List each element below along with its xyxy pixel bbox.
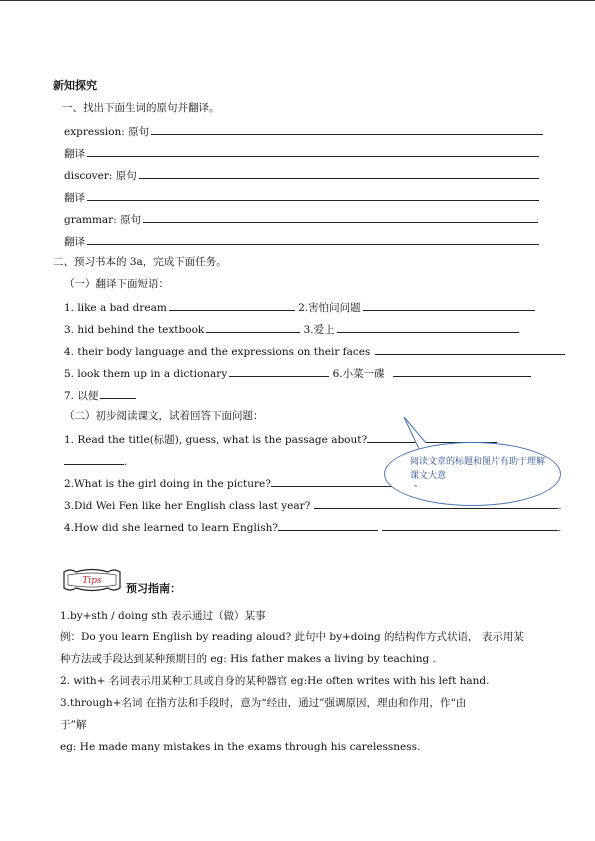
answer-blank[interactable]	[278, 519, 378, 531]
phrase-blank[interactable]	[100, 387, 136, 399]
answer-blank[interactable]	[64, 453, 124, 465]
guide-line: 2. with+ 名词表示用某种工具或自身的某种器官 eg:He often writes with his left hand.	[60, 675, 490, 687]
section-heading: 新知探究	[53, 79, 97, 92]
expression-blank[interactable]	[151, 123, 543, 135]
question-end: .	[558, 500, 562, 512]
section2-title: 二、预习书本的 3a，完成下面任务。	[53, 256, 227, 268]
guide-line: 3.through+名词 在指方法和手段时，意为“经由，通过”强调原因，理由和作用，作“由	[60, 697, 467, 709]
guide-line: 种方法或手段达到某种预期目的 eg: His father makes a living by teaching .	[60, 653, 436, 665]
answer-blank[interactable]	[382, 519, 558, 531]
question-1-continued	[64, 453, 127, 469]
question-text: 2.What is the girl doing in the picture?	[64, 478, 271, 490]
grammar-blank[interactable]	[143, 211, 538, 223]
guide-line: eg: He made many mistakes in the exams through his carelessness.	[60, 741, 421, 753]
grammar-label: grammar: 原句	[64, 214, 142, 226]
phrase-blank[interactable]	[206, 321, 300, 333]
phrase-item: 1. like a bad dream	[64, 302, 167, 314]
question-text: 1. Read the title(标题), guess, what is the passage about?	[64, 434, 368, 446]
translation-blank[interactable]	[87, 233, 539, 245]
callout-mini-mark: ʷ	[414, 484, 418, 491]
question-end: .	[124, 456, 128, 468]
question-4	[64, 519, 561, 535]
expression-label: expression: 原句	[64, 126, 150, 138]
phrase-row	[64, 321, 519, 337]
phrase-blank[interactable]	[393, 365, 531, 377]
expression-translation-row	[64, 145, 539, 161]
guide-title: 预习指南：	[126, 582, 181, 595]
guide-line: 于”解	[60, 719, 87, 731]
grammar-translation-row	[64, 233, 539, 249]
question-2	[64, 475, 406, 491]
translation-label: 翻译	[64, 148, 85, 160]
phrase-row	[64, 299, 535, 315]
phrase-item: 7. 以便	[64, 390, 99, 402]
expression-row	[64, 123, 543, 139]
phrase-blank[interactable]	[363, 299, 535, 311]
phrase-blank[interactable]	[337, 321, 519, 333]
top-border	[0, 0, 595, 1]
discover-translation-row	[64, 189, 539, 205]
tips-badge-icon	[60, 566, 124, 594]
question-text: 3.Did Wei Fen like her English class last year?	[64, 500, 311, 512]
guide-line: 例：Do you learn English by reading aloud? 此句中 by+doing 的结构作方式状语， 表示用某	[60, 631, 524, 643]
translation-blank[interactable]	[87, 189, 539, 201]
translation-label: 翻译	[64, 236, 85, 248]
phrase-item: 3. hid behind the textbook	[64, 324, 205, 336]
phrase-row	[64, 365, 531, 381]
question-text: 4.How did she learned to learn English?	[64, 522, 279, 534]
phrase-blank[interactable]	[229, 365, 329, 377]
phrase-item: 6.小菜一碟	[332, 368, 385, 380]
grammar-row	[64, 211, 538, 227]
discover-row	[64, 167, 539, 183]
phrase-blank[interactable]	[169, 299, 295, 311]
phrase-item: 4. their body language and the expressions on their faces	[64, 346, 371, 358]
discover-blank[interactable]	[139, 167, 539, 179]
section2-sub1: （一）翻译下面短语：	[64, 278, 169, 290]
phrase-row	[64, 343, 565, 359]
translation-label: 翻译	[64, 192, 85, 204]
phrase-item: 5. look them up in a dictionary	[64, 368, 228, 380]
callout-text: 阅读文章的标题和图片有助于理解课文大意	[410, 457, 546, 481]
discover-label: discover: 原句	[64, 170, 137, 182]
phrase-item: 2.害怕问问题	[298, 302, 361, 314]
guide-line: 1.by+sth / doing sth 表示通过（做）某事	[60, 610, 266, 622]
section1-title: 一、找出下面生词的原句并翻译。	[62, 102, 220, 114]
phrase-blank[interactable]	[375, 343, 565, 355]
translation-blank[interactable]	[87, 145, 539, 157]
tips-label: Tips	[82, 576, 102, 586]
section2-sub2: （二）初步阅读课文，试着回答下面问题：	[64, 410, 264, 422]
phrase-row	[64, 387, 136, 403]
phrase-item: 3.爱上	[303, 324, 335, 336]
question-end: .	[558, 522, 562, 534]
